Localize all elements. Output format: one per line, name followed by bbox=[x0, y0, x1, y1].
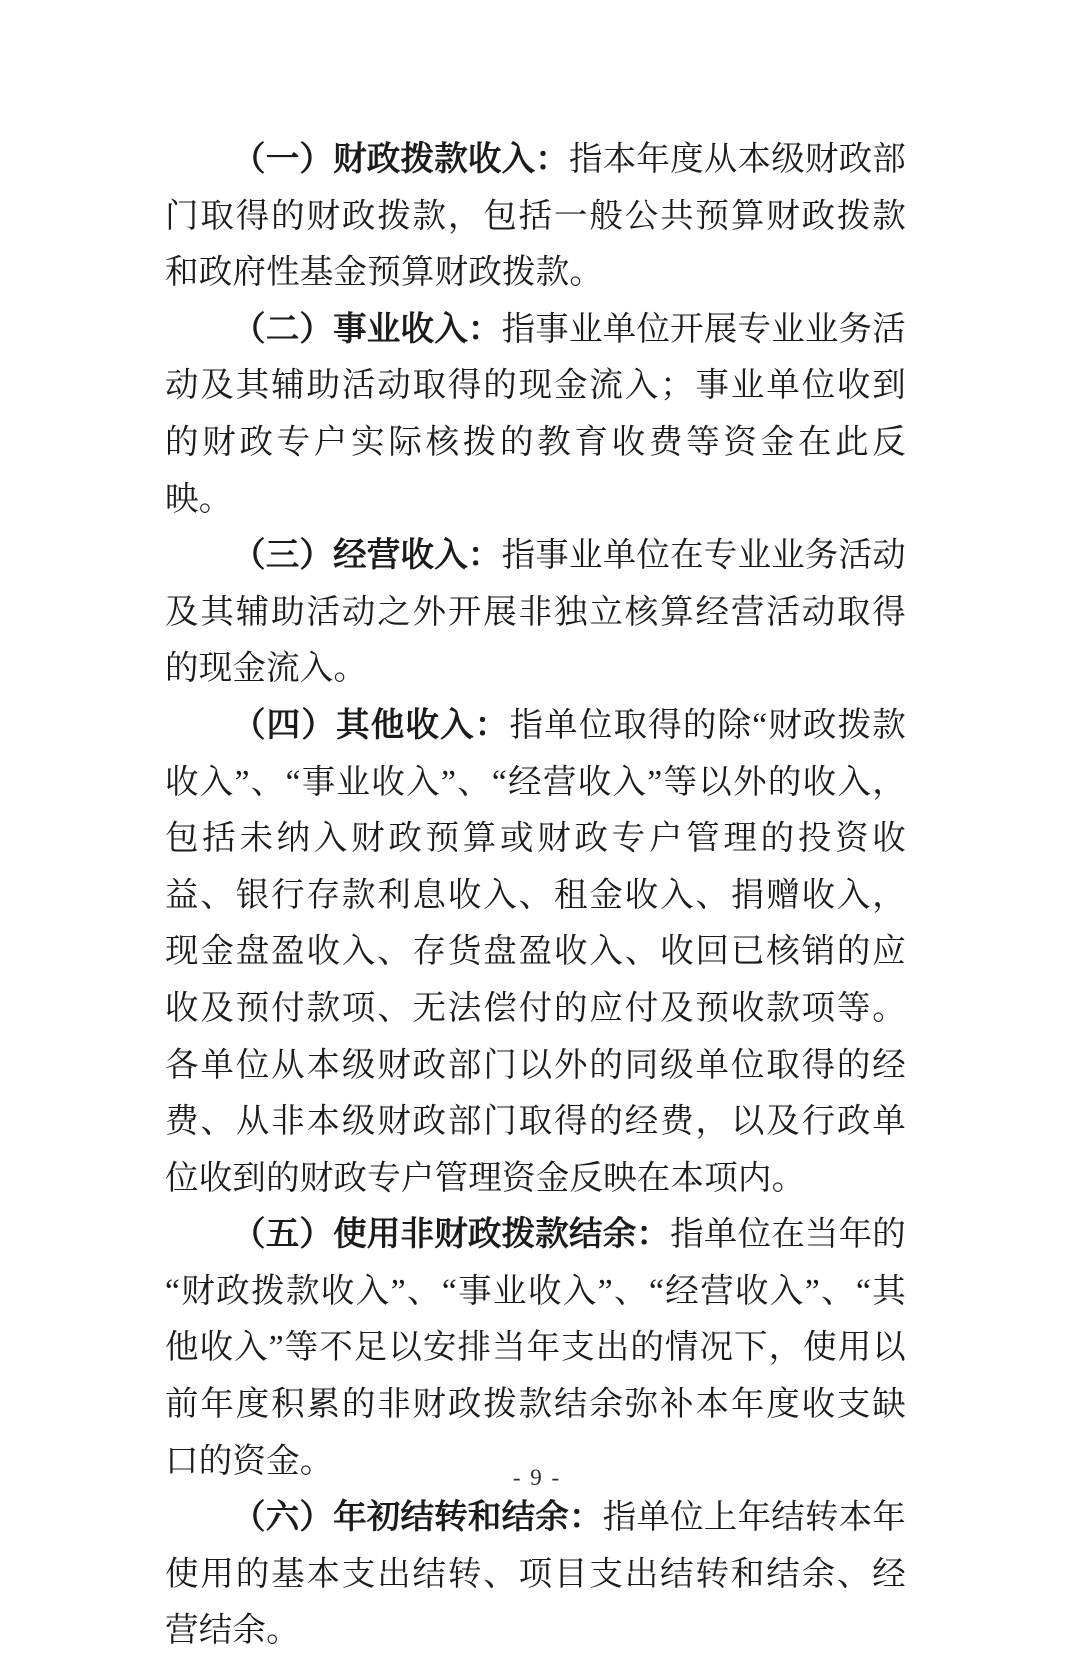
document-body bbox=[165, 132, 906, 1660]
term-definition: 指本年度从本级财政部门取得的财政拨款，包括一般公共预算财政拨款和政府性基金预算财政拨款。 bbox=[165, 141, 906, 292]
definition-paragraph-5 bbox=[165, 1207, 906, 1490]
term-definition: 指单位取得的除“财政拨款收入”、“事业收入”、“经营收入”等以外的收入，包括未纳入财政预算或财政专户管理的投资收益、银行存款利息收入、租金收入、捐赠收入，现金盘盈收入、存货盘盈收入、收回已核销的应收及预付款项、无法偿付的应付及预收款项等。各单位从本级财政部门以外的同级单位取得的经费、从非本级财政部门取得的经费，以及行政单位收到的财政专户管理资金反映在本项内。 bbox=[165, 706, 906, 1197]
term-definition: 指事业单位开展专业业务活动及其辅助活动取得的现金流入；事业单位收到的财政专户实际核拨的教育收费等资金在此反映。 bbox=[165, 310, 907, 518]
term-label: （二）事业收入： bbox=[232, 310, 502, 348]
term-definition: 指单位在当年的“财政拨款收入”、“事业收入”、“经营收入”、“其他收入”等不足以安排当年支出的情况下，使用以前年度积累的非财政拨款结余弥补本年度收支缺口的资金。 bbox=[165, 1216, 907, 1480]
definition-paragraph-2 bbox=[165, 302, 906, 528]
definition-paragraph-6 bbox=[165, 1490, 906, 1660]
term-definition: 指单位上年结转本年使用的基本支出结转、项目支出结转和结余、经营结余。 bbox=[165, 1499, 907, 1650]
term-label: （五）使用非财政拨款结余： bbox=[232, 1216, 671, 1254]
term-label: （六）年初结转和结余： bbox=[232, 1499, 603, 1537]
definition-paragraph-4 bbox=[165, 698, 906, 1207]
term-label: （一）财政拨款收入： bbox=[232, 141, 569, 178]
term-label: （四）其他收入： bbox=[232, 706, 510, 744]
definition-paragraph-3 bbox=[165, 528, 906, 698]
definition-paragraph-1 bbox=[165, 132, 906, 302]
page-number: - 9 - bbox=[512, 1465, 562, 1490]
term-definition: 指事业单位在专业业务活动及其辅助活动之外开展非独立核算经营活动取得的现金流入。 bbox=[165, 537, 907, 688]
term-label: （三）经营收入： bbox=[232, 537, 502, 575]
